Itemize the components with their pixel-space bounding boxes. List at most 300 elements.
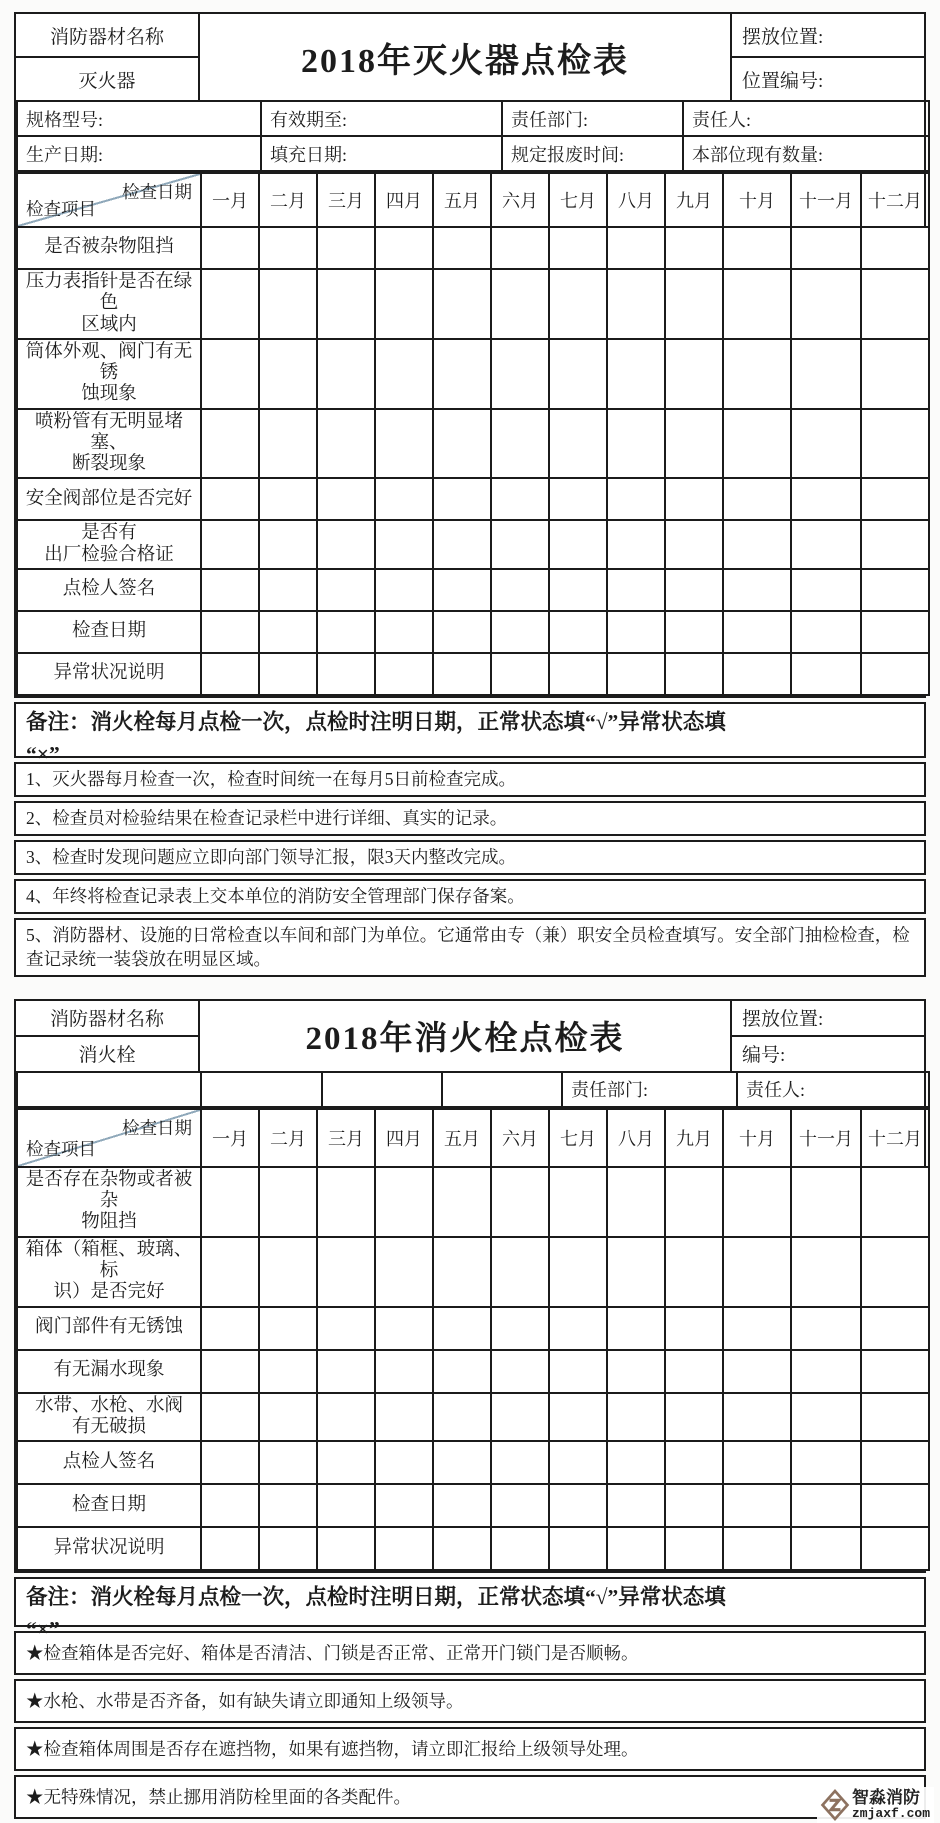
- check-cell: [491, 569, 549, 611]
- check-cell: [375, 269, 433, 339]
- check-cell: [433, 339, 491, 409]
- check-cell: [549, 1393, 607, 1442]
- check-cell: [259, 1393, 317, 1442]
- check-cell: [491, 269, 549, 339]
- check-cell: [259, 1307, 317, 1350]
- diag-item-label: 检查项目: [26, 1138, 96, 1159]
- month-header-cell: 十一月: [791, 173, 861, 227]
- check-cell: [723, 1350, 791, 1393]
- check-cell: [607, 653, 665, 695]
- check-cell: [375, 339, 433, 409]
- check-cell: [791, 1350, 861, 1393]
- check-cell: [317, 339, 375, 409]
- check-cell: [861, 1441, 929, 1484]
- diag-date-label: 检查日期: [122, 1117, 192, 1138]
- check-cell: [375, 1484, 433, 1527]
- check-cell: [861, 1393, 929, 1442]
- check-cell: [433, 520, 491, 569]
- row-label: 是否存在杂物或者被杂 物阻挡: [17, 1167, 201, 1237]
- check-cell: [317, 409, 375, 479]
- check-cell: [201, 611, 259, 653]
- sheet2-star-note: ★水枪、水带是否齐备，如有缺失请立即通知上级领导。: [14, 1679, 926, 1723]
- month-header-cell: 八月: [607, 173, 665, 227]
- check-cell: [259, 1484, 317, 1527]
- blank-cell: [201, 1072, 322, 1107]
- check-cell: [723, 1484, 791, 1527]
- check-cell: [375, 1441, 433, 1484]
- sheet2-title: 2018年消火栓点检表: [200, 1001, 732, 1071]
- check-cell: [791, 569, 861, 611]
- equipment-name-label: 消防器材名称: [16, 1001, 198, 1037]
- remark-line1: 备注：消火栓每月点检一次，点检时注明日期，正常状态填“√”异常状态填: [26, 1585, 726, 1610]
- check-cell: [723, 269, 791, 339]
- month-header-row: [17, 1109, 929, 1167]
- check-cell: [491, 1393, 549, 1442]
- month-header-cell: 二月: [259, 1109, 317, 1167]
- remark-line2: “×”: [26, 1617, 60, 1642]
- check-cell: [665, 339, 723, 409]
- check-cell: [375, 1237, 433, 1307]
- check-cell: [317, 478, 375, 520]
- check-cell: [861, 269, 929, 339]
- check-cell: [861, 1237, 929, 1307]
- check-cell: [375, 1350, 433, 1393]
- check-cell: [665, 1527, 723, 1570]
- check-row: [17, 1484, 929, 1527]
- sheet2-check-grid: [16, 1108, 930, 1571]
- diag-date-label: 检查日期: [122, 182, 192, 202]
- row-label: 点检人签名: [17, 1441, 201, 1484]
- month-header-cell: 九月: [665, 173, 723, 227]
- check-cell: [549, 227, 607, 269]
- responsible-person-label: 责任人:: [683, 101, 929, 136]
- check-row: [17, 569, 929, 611]
- check-cell: [665, 520, 723, 569]
- check-cell: [607, 611, 665, 653]
- check-cell: [791, 1527, 861, 1570]
- sheet2-dept-row: [16, 1071, 930, 1108]
- check-cell: [491, 478, 549, 520]
- check-cell: [723, 227, 791, 269]
- check-cell: [861, 653, 929, 695]
- month-header-cell: 十月: [723, 173, 791, 227]
- row-label: 安全阀部位是否完好: [17, 478, 201, 520]
- row-label: 检查日期: [17, 611, 201, 653]
- sheet1-equipment-block: [16, 14, 200, 100]
- check-cell: [317, 227, 375, 269]
- check-cell: [665, 1237, 723, 1307]
- check-cell: [723, 1441, 791, 1484]
- check-cell: [607, 1393, 665, 1442]
- check-cell: [491, 653, 549, 695]
- brand-text-block: [852, 1789, 930, 1820]
- check-cell: [491, 339, 549, 409]
- check-cell: [259, 569, 317, 611]
- check-cell: [317, 611, 375, 653]
- sheet2-header: [16, 1001, 924, 1071]
- check-cell: [259, 1237, 317, 1307]
- month-header-cell: 九月: [665, 1109, 723, 1167]
- row-label: 阀门部件有无锈蚀: [17, 1307, 201, 1350]
- check-cell: [607, 1237, 665, 1307]
- check-cell: [259, 1350, 317, 1393]
- hydrant-sheet: [14, 999, 926, 1573]
- sheet1-check-grid: [16, 172, 930, 696]
- check-cell: [791, 227, 861, 269]
- row-label: 筒体外观、阀门有无锈 蚀现象: [17, 339, 201, 409]
- brand-watermark: [817, 1787, 934, 1823]
- sheet2-equipment-block: [16, 1001, 200, 1071]
- check-cell: [201, 1527, 259, 1570]
- check-cell: [665, 1393, 723, 1442]
- check-cell: [861, 1167, 929, 1237]
- equipment-name-value: 灭火器: [78, 70, 136, 92]
- check-cell: [549, 611, 607, 653]
- check-cell: [259, 1527, 317, 1570]
- blank-cell: [17, 1072, 201, 1107]
- month-header-cell: 三月: [317, 1109, 375, 1167]
- check-row: [17, 227, 929, 269]
- sheet1-note: 3、检查时发现问题应立即向部门领导汇报，限3天内整改完成。: [14, 840, 926, 875]
- check-cell: [723, 1393, 791, 1442]
- check-cell: [549, 409, 607, 479]
- month-header-cell: 一月: [201, 173, 259, 227]
- check-cell: [201, 1237, 259, 1307]
- row-label: 是否被杂物阻挡: [17, 227, 201, 269]
- blank-cell: [322, 1072, 442, 1107]
- check-cell: [665, 1167, 723, 1237]
- check-cell: [433, 269, 491, 339]
- check-cell: [375, 227, 433, 269]
- check-row: [17, 1307, 929, 1350]
- check-cell: [259, 653, 317, 695]
- check-cell: [433, 653, 491, 695]
- row-label: 有无漏水现象: [17, 1350, 201, 1393]
- check-cell: [201, 269, 259, 339]
- month-header-row: [17, 173, 929, 227]
- check-cell: [791, 653, 861, 695]
- check-cell: [317, 1441, 375, 1484]
- sheet1-header: [16, 14, 924, 100]
- check-cell: [317, 1167, 375, 1237]
- responsible-dept-label: 责任部门:: [562, 1072, 737, 1107]
- month-header-cell: 五月: [433, 173, 491, 227]
- check-cell: [607, 1350, 665, 1393]
- check-cell: [665, 478, 723, 520]
- equipment-name-label: 消防器材名称: [16, 14, 198, 58]
- check-cell: [791, 1307, 861, 1350]
- month-header-cell: 六月: [491, 1109, 549, 1167]
- check-cell: [491, 1441, 549, 1484]
- sheet1-note: 4、年终将检查记录表上交本单位的消防安全管理部门保存备案。: [14, 879, 926, 914]
- check-cell: [201, 409, 259, 479]
- check-cell: [861, 409, 929, 479]
- check-cell: [433, 409, 491, 479]
- extinguisher-sheet: [14, 12, 926, 698]
- check-row: [17, 611, 929, 653]
- check-cell: [665, 653, 723, 695]
- check-cell: [665, 409, 723, 479]
- check-cell: [201, 520, 259, 569]
- row-label: 是否有 出厂检验合格证: [17, 520, 201, 569]
- check-cell: [433, 1167, 491, 1237]
- check-cell: [549, 1350, 607, 1393]
- check-row: [17, 1441, 929, 1484]
- month-header-cell: 十二月: [861, 173, 929, 227]
- check-cell: [861, 1484, 929, 1527]
- check-cell: [259, 1441, 317, 1484]
- placement-label: 摆放位置:: [732, 14, 924, 58]
- check-cell: [665, 1484, 723, 1527]
- row-label: 压力表指针是否在绿色 区域内: [17, 269, 201, 339]
- check-cell: [491, 1167, 549, 1237]
- check-cell: [491, 520, 549, 569]
- check-cell: [607, 1527, 665, 1570]
- check-cell: [201, 1350, 259, 1393]
- sheet2-star-note: ★检查箱体周围是否存在遮挡物，如果有遮挡物，请立即汇报给上级领导处理。: [14, 1727, 926, 1771]
- info-row: [17, 136, 929, 171]
- check-cell: [201, 1484, 259, 1527]
- check-cell: [791, 269, 861, 339]
- check-cell: [665, 1350, 723, 1393]
- check-cell: [201, 227, 259, 269]
- brand-logo-icon: [821, 1789, 849, 1821]
- production-date-label: 生产日期:: [17, 136, 261, 171]
- check-cell: [433, 227, 491, 269]
- check-cell: [201, 653, 259, 695]
- scrap-time-label: 规定报废时间:: [502, 136, 683, 171]
- check-cell: [259, 478, 317, 520]
- check-cell: [791, 409, 861, 479]
- check-cell: [607, 1484, 665, 1527]
- check-cell: [723, 1167, 791, 1237]
- check-cell: [433, 1527, 491, 1570]
- check-cell: [549, 520, 607, 569]
- check-row: [17, 653, 929, 695]
- check-cell: [791, 1441, 861, 1484]
- check-cell: [607, 569, 665, 611]
- check-cell: [723, 1527, 791, 1570]
- row-label: 检查日期: [17, 1484, 201, 1527]
- refill-date-label: 填充日期:: [261, 136, 502, 171]
- check-cell: [861, 611, 929, 653]
- check-cell: [375, 1167, 433, 1237]
- check-row: [17, 339, 929, 409]
- diag-item-label: 检查项目: [26, 199, 96, 219]
- month-header-cell: 六月: [491, 173, 549, 227]
- remark-line2: “×”: [26, 741, 60, 766]
- check-row: [17, 1167, 929, 1237]
- check-cell: [259, 520, 317, 569]
- check-cell: [433, 478, 491, 520]
- check-cell: [375, 520, 433, 569]
- check-cell: [433, 1441, 491, 1484]
- check-cell: [259, 409, 317, 479]
- check-cell: [723, 1237, 791, 1307]
- check-cell: [259, 611, 317, 653]
- check-row: [17, 520, 929, 569]
- check-row: [17, 1350, 929, 1393]
- month-header-cell: 十二月: [861, 1109, 929, 1167]
- month-header-cell: 四月: [375, 173, 433, 227]
- check-cell: [607, 520, 665, 569]
- check-cell: [723, 653, 791, 695]
- sheet2-remark: [14, 1577, 926, 1642]
- check-cell: [201, 1441, 259, 1484]
- check-cell: [549, 269, 607, 339]
- sheet1-location-block: [732, 14, 924, 100]
- check-cell: [665, 1307, 723, 1350]
- check-cell: [259, 227, 317, 269]
- sheet1-note: 5、消防器材、设施的日常检查以车间和部门为单位。它通常由专（兼）职安全员检查填写。安全部门抽检检查，检查记录统一装袋放在明显区域。: [14, 918, 926, 977]
- check-cell: [723, 611, 791, 653]
- check-cell: [665, 269, 723, 339]
- check-cell: [201, 1307, 259, 1350]
- page: [14, 12, 930, 1822]
- month-header-cell: 一月: [201, 1109, 259, 1167]
- check-cell: [259, 269, 317, 339]
- check-cell: [549, 653, 607, 695]
- check-cell: [259, 1167, 317, 1237]
- month-header-cell: 四月: [375, 1109, 433, 1167]
- check-cell: [317, 653, 375, 695]
- equipment-name-value: 消火栓: [78, 1045, 136, 1067]
- row-label: 水带、水枪、水阀 有无破损: [17, 1393, 201, 1442]
- check-cell: [317, 1527, 375, 1570]
- responsible-person-label: 责任人:: [737, 1072, 929, 1107]
- month-header-cell: 八月: [607, 1109, 665, 1167]
- check-cell: [861, 1527, 929, 1570]
- check-cell: [791, 1484, 861, 1527]
- check-row: [17, 478, 929, 520]
- check-cell: [861, 227, 929, 269]
- row-label: 箱体（箱框、玻璃、标 识）是否完好: [17, 1237, 201, 1307]
- month-header-cell: 二月: [259, 173, 317, 227]
- diagonal-cell: [17, 1109, 201, 1167]
- check-cell: [607, 1307, 665, 1350]
- check-cell: [433, 569, 491, 611]
- sheet1-note: 2、检查员对检验结果在检查记录栏中进行详细、真实的记录。: [14, 801, 926, 836]
- spec-model-label: 规格型号:: [17, 101, 261, 136]
- sheet2-star-note: ★无特殊情况，禁止挪用消防栓里面的各类配件。: [14, 1775, 926, 1819]
- check-cell: [491, 409, 549, 479]
- check-cell: [791, 520, 861, 569]
- check-cell: [549, 339, 607, 409]
- check-cell: [491, 227, 549, 269]
- check-cell: [665, 1441, 723, 1484]
- check-cell: [861, 520, 929, 569]
- check-cell: [723, 339, 791, 409]
- check-cell: [861, 478, 929, 520]
- sheet1-note: 1、灭火器每月检查一次，检查时间统一在每月5日前检查完成。: [14, 762, 926, 797]
- check-cell: [375, 611, 433, 653]
- check-cell: [861, 1307, 929, 1350]
- info-row: [17, 101, 929, 136]
- check-cell: [791, 1393, 861, 1442]
- check-cell: [665, 611, 723, 653]
- check-cell: [791, 611, 861, 653]
- check-cell: [317, 1484, 375, 1527]
- remark-line1: 备注：消火栓每月点检一次，点检时注明日期，正常状态填“√”异常状态填: [26, 709, 726, 734]
- check-cell: [317, 520, 375, 569]
- check-cell: [201, 1167, 259, 1237]
- check-cell: [491, 1527, 549, 1570]
- check-cell: [433, 1350, 491, 1393]
- info-row: [17, 1072, 929, 1107]
- check-cell: [723, 1307, 791, 1350]
- check-cell: [433, 1307, 491, 1350]
- location-no-label: 位置编号:: [742, 70, 824, 92]
- check-cell: [491, 1307, 549, 1350]
- check-cell: [607, 409, 665, 479]
- month-header-cell: 十一月: [791, 1109, 861, 1167]
- sheet2-star-note: ★检查箱体是否完好、箱体是否清洁、门锁是否正常、正常开门锁门是否顺畅。: [14, 1631, 926, 1675]
- sheet1-info-table: [16, 100, 930, 172]
- check-cell: [375, 1307, 433, 1350]
- check-cell: [549, 1441, 607, 1484]
- check-cell: [433, 1393, 491, 1442]
- check-cell: [723, 569, 791, 611]
- check-cell: [791, 478, 861, 520]
- check-cell: [201, 569, 259, 611]
- check-cell: [861, 569, 929, 611]
- check-cell: [491, 1237, 549, 1307]
- blank-cell: [442, 1072, 562, 1107]
- check-cell: [607, 227, 665, 269]
- check-row: [17, 1237, 929, 1307]
- check-cell: [201, 1393, 259, 1442]
- check-cell: [201, 478, 259, 520]
- check-cell: [607, 1441, 665, 1484]
- check-cell: [317, 1350, 375, 1393]
- row-label: 点检人签名: [17, 569, 201, 611]
- month-header-cell: 七月: [549, 1109, 607, 1167]
- check-cell: [549, 569, 607, 611]
- check-cell: [317, 1237, 375, 1307]
- check-cell: [549, 478, 607, 520]
- check-cell: [665, 569, 723, 611]
- check-cell: [549, 1484, 607, 1527]
- row-label: 异常状况说明: [17, 653, 201, 695]
- check-row: [17, 409, 929, 479]
- month-header-cell: 十月: [723, 1109, 791, 1167]
- check-cell: [549, 1307, 607, 1350]
- check-cell: [491, 1484, 549, 1527]
- check-cell: [375, 653, 433, 695]
- diagonal-cell: [17, 173, 201, 227]
- month-header-cell: 七月: [549, 173, 607, 227]
- check-cell: [433, 1237, 491, 1307]
- month-header-cell: 五月: [433, 1109, 491, 1167]
- check-cell: [607, 269, 665, 339]
- check-cell: [607, 339, 665, 409]
- responsible-dept-label: 责任部门:: [502, 101, 683, 136]
- quantity-label: 本部位现有数量:: [683, 136, 929, 171]
- month-header-cell: 三月: [317, 173, 375, 227]
- check-cell: [791, 339, 861, 409]
- check-cell: [861, 339, 929, 409]
- check-cell: [791, 1167, 861, 1237]
- row-label: 喷粉管有无明显堵塞、 断裂现象: [17, 409, 201, 479]
- check-cell: [201, 339, 259, 409]
- sheet2-location-block: [732, 1001, 924, 1071]
- check-cell: [607, 478, 665, 520]
- check-cell: [375, 1527, 433, 1570]
- check-cell: [259, 339, 317, 409]
- check-cell: [549, 1527, 607, 1570]
- check-cell: [665, 227, 723, 269]
- check-row: [17, 1527, 929, 1570]
